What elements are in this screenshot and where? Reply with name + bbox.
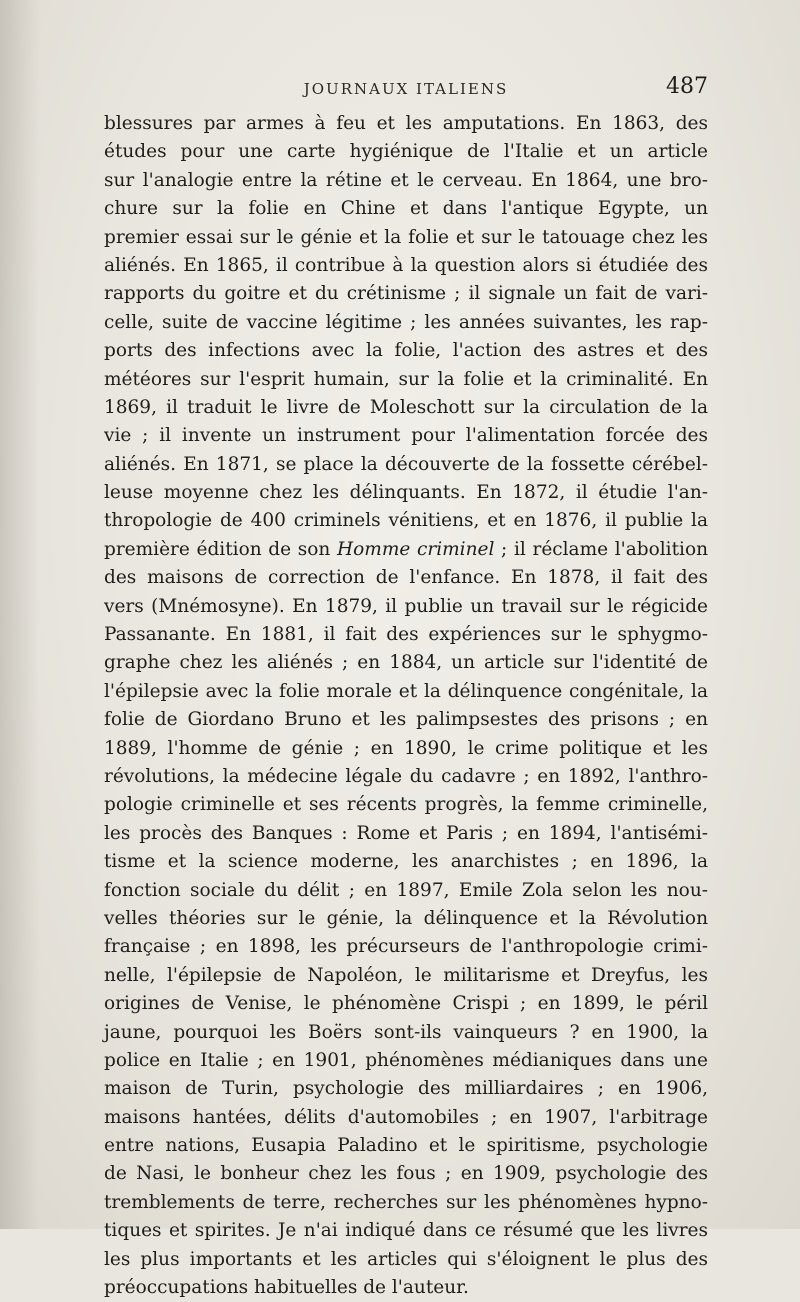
- text-line: vers (Mnémosyne). En 1879, il publie un travail sur le régicide: [104, 595, 708, 617]
- page-number: 487: [666, 74, 708, 99]
- text-line: entre nations, Eusapia Paladino et le spiritisme, psychologie: [104, 1135, 708, 1157]
- text-line: Passanante. En 1881, il fait des expériences sur le sphygmo-: [104, 624, 708, 646]
- text-line: jaune, pourquoi les Boërs sont-ils vainqueurs ? en 1900, la: [104, 1021, 708, 1043]
- text-line: française ; en 1898, les précurseurs de l'anthropologie crimi-: [104, 936, 708, 958]
- text-line: ports des infections avec la folie, l'action des astres et des: [104, 340, 708, 362]
- text-line: graphe chez les aliénés ; en 1884, un article sur l'identité de: [104, 652, 708, 674]
- text-line: aliénés. En 1871, se place la découverte de la fossette cérébel-: [104, 453, 708, 475]
- text-segment: première édition de son: [104, 538, 338, 560]
- text-line: tiques et spirites. Je n'ai indiqué dans ce résumé que les livres: [104, 1220, 708, 1242]
- text-line: tisme et la science moderne, les anarchistes ; en 1896, la: [104, 851, 708, 873]
- text-line: [104, 536, 708, 564]
- text-line: les plus importants et les articles qui s'éloignent le plus des: [104, 1248, 708, 1270]
- text-line: révolutions, la médecine légale du cadavre ; en 1892, l'anthro-: [104, 765, 708, 787]
- text-line: thropologie de 400 criminels vénitiens, et en 1876, il publie la: [104, 510, 708, 532]
- gutter-shadow: [0, 0, 40, 1229]
- text-line: maison de Turin, psychologie des milliardaires ; en 1906,: [104, 1078, 708, 1100]
- text-line: leuse moyenne chez les délinquants. En 1872, il étudie l'an-: [104, 482, 708, 504]
- text-line: études pour une carte hygiénique de l'Italie et un article: [104, 141, 708, 163]
- text-line-last: préoccupations habituelles de l'auteur.: [104, 1277, 469, 1299]
- text-line: nelle, l'épilepsie de Napoléon, le militarisme et Dreyfus, les: [104, 964, 708, 986]
- text-line: des maisons de correction de l'enfance. En 1878, il fait des: [104, 567, 708, 589]
- text-line: maisons hantées, délits d'automobiles ; en 1907, l'arbitrage: [104, 1106, 708, 1128]
- text-line: chure sur la folie en Chine et dans l'antique Egypte, un: [104, 198, 708, 220]
- text-segment: ; il réclame l'abolition: [494, 538, 709, 560]
- text-line: rapports du goitre et du crétinisme ; il signale un fait de vari-: [104, 283, 708, 305]
- text-line: météores sur l'esprit humain, sur la folie et la criminalité. En: [104, 368, 708, 390]
- text-line: pologie criminelle et ses récents progrès, la femme criminelle,: [104, 794, 708, 816]
- text-line: origines de Venise, le phénomène Crispi ; en 1899, le péril: [104, 993, 708, 1015]
- text-line: folie de Giordano Bruno et les palimpsestes des prisons ; en: [104, 709, 708, 731]
- text-line: sur l'analogie entre la rétine et le cerveau. En 1864, une bro-: [104, 169, 708, 191]
- running-head: [104, 72, 708, 102]
- text-line: l'épilepsie avec la folie morale et la délinquence congénitale, la: [104, 680, 708, 702]
- text-line: vie ; il invente un instrument pour l'alimentation forcée des: [104, 425, 708, 447]
- running-title: JOURNAUX ITALIENS: [303, 80, 509, 98]
- text-line: fonction sociale du délit ; en 1897, Emile Zola selon les nou-: [104, 879, 708, 901]
- text-line: blessures par armes à feu et les amputations. En 1863, des: [104, 113, 708, 134]
- book-title-homme-criminel: Homme criminel: [337, 538, 495, 560]
- text-line: celle, suite de vaccine légitime ; les années suivantes, les rap-: [104, 311, 708, 333]
- body-text: [104, 110, 708, 1302]
- text-line: les procès des Banques : Rome et Paris ; en 1894, l'antisémi-: [104, 822, 708, 844]
- text-line: police en Italie ; en 1901, phénomènes médianiques dans une: [104, 1049, 708, 1071]
- text-line: velles théories sur le génie, la délinquence et la Révolution: [104, 907, 708, 929]
- text-line: aliénés. En 1865, il contribue à la question alors si étudiée des: [104, 254, 708, 276]
- text-line: 1889, l'homme de génie ; en 1890, le crime politique et les: [104, 737, 708, 759]
- text-line: tremblements de terre, recherches sur les phénomènes hypno-: [104, 1191, 708, 1213]
- text-line: de Nasi, le bonheur chez les fous ; en 1909, psychologie des: [104, 1163, 708, 1185]
- text-line: premier essai sur le génie et la folie et sur le tatouage chez les: [104, 226, 708, 248]
- text-line: 1869, il traduit le livre de Moleschott sur la circulation de la: [104, 396, 708, 418]
